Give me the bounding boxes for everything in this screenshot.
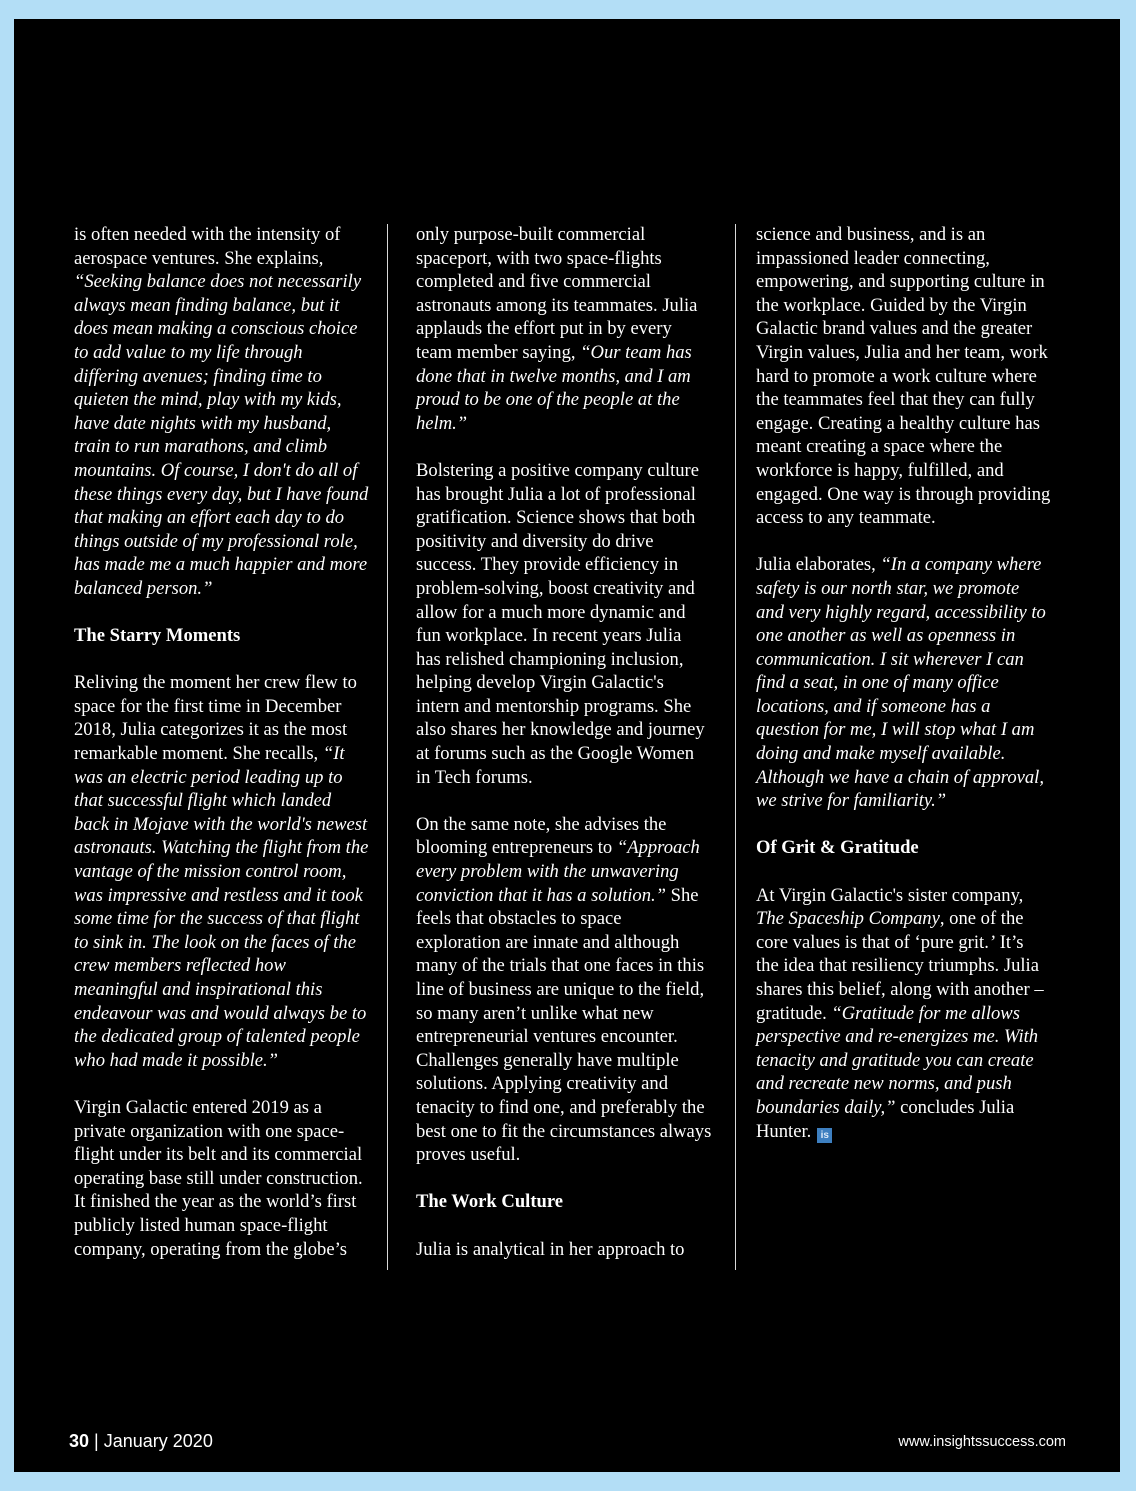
text-line bbox=[74, 270, 390, 294]
body-text: exploration are innate and although bbox=[416, 931, 680, 953]
text-line bbox=[74, 530, 390, 554]
body-text: On the same note, she advises the bbox=[416, 813, 667, 835]
body-text: helping develop Virgin Galactic's bbox=[416, 672, 664, 694]
body-text: Julia is analytical in her approach to bbox=[416, 1238, 685, 1260]
text-line bbox=[416, 459, 732, 483]
article-column-1 bbox=[74, 223, 390, 1261]
text-line bbox=[756, 506, 1074, 530]
body-text: success. They provide efficiency in bbox=[416, 554, 679, 576]
quote-text: question for me, I will stop what I am bbox=[756, 719, 1035, 741]
body-text: science and business, and is an bbox=[756, 224, 986, 245]
body-text: flight under its belt and its commercial bbox=[74, 1144, 363, 1166]
text-line bbox=[74, 789, 390, 813]
body-text: is often needed with the intensity of bbox=[74, 224, 341, 245]
footer-separator: | bbox=[94, 1431, 99, 1451]
text-line bbox=[416, 907, 732, 931]
quote-text: things outside of my professional role, bbox=[74, 530, 358, 552]
quote-text: Although we have a chain of approval, bbox=[756, 766, 1044, 788]
text-line bbox=[416, 1049, 732, 1073]
text-line bbox=[416, 365, 732, 389]
body-text: Virgin Galactic entered 2019 as a bbox=[74, 1096, 322, 1118]
body-text: , one of the bbox=[939, 908, 1024, 930]
section-heading bbox=[756, 836, 1074, 860]
quote-text: back in Mojave with the world's newest bbox=[74, 813, 368, 835]
quote-text: some time for the success of that flight bbox=[74, 908, 360, 930]
text-line bbox=[756, 223, 1074, 247]
text-line bbox=[756, 435, 1074, 459]
text-line bbox=[416, 931, 732, 955]
body-text: many of the trials that one faces in this bbox=[416, 955, 705, 977]
body-text: meant creating a space where the bbox=[756, 436, 1003, 458]
body-text: aerospace ventures. She explains, bbox=[74, 247, 324, 269]
text-line bbox=[74, 860, 390, 884]
body-text: Of Grit & Gratitude bbox=[756, 837, 919, 859]
body-text: at forums such as the Google Women bbox=[416, 743, 695, 765]
text-line bbox=[74, 1238, 390, 1262]
text-line bbox=[416, 483, 732, 507]
body-text: Galactic brand values and the greater bbox=[756, 318, 1033, 340]
text-line bbox=[416, 553, 732, 577]
text-line bbox=[416, 223, 732, 247]
body-text: The Starry Moments bbox=[74, 625, 241, 647]
quote-text: “In a company where bbox=[880, 554, 1042, 576]
text-line bbox=[756, 978, 1074, 1002]
quote-text: that successful flight which landed bbox=[74, 790, 332, 812]
quote-text: perspective and re-energizes me. With bbox=[756, 1026, 1039, 1048]
body-text: publicly listed human space-flight bbox=[74, 1214, 328, 1236]
text-line bbox=[74, 388, 390, 412]
body-text: entrepreneurial ventures encounter. bbox=[416, 1026, 678, 1048]
article-paragraph bbox=[756, 223, 1074, 530]
page-number: 30 bbox=[69, 1431, 90, 1451]
text-line bbox=[74, 553, 390, 577]
text-line bbox=[416, 671, 732, 695]
text-line bbox=[416, 317, 732, 341]
body-text: positivity and diversity do drive bbox=[416, 530, 654, 552]
quote-text: that making an effort each day to do bbox=[74, 507, 345, 529]
text-line bbox=[74, 813, 390, 837]
body-text: engaged. One way is through providing bbox=[756, 483, 1051, 505]
text-line bbox=[74, 931, 390, 955]
text-line bbox=[74, 836, 390, 860]
text-line bbox=[416, 1143, 732, 1167]
text-line bbox=[74, 506, 390, 530]
body-text: blooming entrepreneurs to bbox=[416, 837, 617, 859]
text-line bbox=[416, 1096, 732, 1120]
text-line bbox=[756, 270, 1074, 294]
text-line bbox=[416, 813, 732, 837]
body-text: gratification. Science shows that both bbox=[416, 507, 696, 529]
text-line bbox=[416, 766, 732, 790]
quote-text: the dedicated group of talented people bbox=[74, 1026, 360, 1048]
quote-text: locations, and if someone has a bbox=[756, 695, 991, 717]
article-paragraph bbox=[756, 884, 1074, 1144]
quote-text: astronauts. Watching the flight from the bbox=[74, 837, 369, 859]
quote-text: proud to be one of the people at the bbox=[416, 389, 680, 411]
quote-text: vantage of the mission control room, bbox=[74, 861, 347, 883]
text-line bbox=[756, 1072, 1074, 1096]
text-line bbox=[416, 270, 732, 294]
article-paragraph bbox=[74, 1096, 390, 1261]
quote-text: ’ bbox=[988, 931, 996, 953]
column-divider bbox=[387, 224, 388, 1270]
body-text: core values is that of ‘pure grit. bbox=[756, 931, 989, 953]
text-line bbox=[756, 483, 1074, 507]
body-text: space for the first time in December bbox=[74, 695, 342, 717]
body-text: It finished the year as the world’s first bbox=[74, 1191, 357, 1213]
text-line bbox=[416, 530, 732, 554]
body-text: hard to promote a work culture where bbox=[756, 365, 1037, 387]
section-heading bbox=[74, 624, 390, 648]
text-line bbox=[416, 601, 732, 625]
body-text: proves useful. bbox=[416, 1144, 521, 1166]
page-footer-left bbox=[69, 1431, 213, 1452]
text-line bbox=[416, 1120, 732, 1144]
body-text: the idea that resiliency triumphs. Julia bbox=[756, 955, 1039, 977]
text-line bbox=[416, 412, 732, 436]
body-text: solutions. Applying creativity and bbox=[416, 1073, 669, 1095]
text-line bbox=[756, 789, 1074, 813]
text-line bbox=[416, 1002, 732, 1026]
text-line bbox=[416, 954, 732, 978]
text-line bbox=[74, 412, 390, 436]
quote-text: conviction that it has a solution.” bbox=[416, 884, 666, 906]
body-text: shares this belief, along with another – bbox=[756, 979, 1044, 1000]
text-line bbox=[74, 483, 390, 507]
body-text: best one to fit the circumstances always bbox=[416, 1120, 712, 1142]
quote-text: and very highly regard, accessibility to bbox=[756, 601, 1046, 623]
text-line bbox=[74, 247, 390, 271]
text-line bbox=[756, 341, 1074, 365]
text-line bbox=[74, 294, 390, 318]
text-line bbox=[74, 1096, 390, 1120]
text-line bbox=[756, 1096, 1074, 1120]
text-line bbox=[74, 624, 390, 648]
section-heading bbox=[416, 1190, 732, 1214]
body-text: access to any teammate. bbox=[756, 507, 936, 529]
text-line bbox=[74, 1143, 390, 1167]
body-text: concludes Julia bbox=[895, 1096, 1015, 1118]
article-column-2 bbox=[416, 223, 732, 1261]
quote-text: every problem with the unwavering bbox=[416, 861, 679, 883]
body-text: problem-solving, boost creativity and bbox=[416, 577, 695, 599]
text-line bbox=[756, 388, 1074, 412]
text-line bbox=[74, 671, 390, 695]
magazine-page bbox=[14, 19, 1120, 1472]
quote-text: differing avenues; finding time to bbox=[74, 365, 322, 387]
text-line bbox=[74, 766, 390, 790]
body-text: Challenges generally have multiple bbox=[416, 1049, 679, 1071]
quote-text: to add value to my life through bbox=[74, 341, 303, 363]
quote-text: always mean finding balance, but it bbox=[74, 294, 340, 316]
text-line bbox=[756, 577, 1074, 601]
text-line bbox=[756, 742, 1074, 766]
text-line bbox=[416, 341, 732, 365]
body-text: the workplace. Guided by the Virgin bbox=[756, 294, 1027, 316]
quote-text: have date nights with my husband, bbox=[74, 412, 332, 434]
quote-text: quieten the mind, play with my kids, bbox=[74, 389, 342, 411]
text-line bbox=[416, 624, 732, 648]
text-line bbox=[416, 388, 732, 412]
quote-text: doing and make myself available. bbox=[756, 743, 1006, 765]
body-text: It’s bbox=[995, 931, 1024, 953]
quote-text: balanced person.” bbox=[74, 577, 213, 599]
text-line bbox=[74, 1167, 390, 1191]
quote-text: safety is our north star, we promote bbox=[756, 577, 1020, 599]
text-line bbox=[756, 766, 1074, 790]
text-line bbox=[74, 459, 390, 483]
quote-text: find a seat, in one of many office bbox=[756, 672, 999, 694]
quote-text: was an electric period leading up to bbox=[74, 766, 343, 788]
text-line bbox=[756, 695, 1074, 719]
quote-text: “Our team has bbox=[580, 341, 692, 363]
text-line bbox=[756, 954, 1074, 978]
body-text: only purpose-built commercial bbox=[416, 224, 646, 245]
body-text: The Work Culture bbox=[416, 1191, 564, 1213]
text-line bbox=[416, 860, 732, 884]
text-line bbox=[756, 1002, 1074, 1026]
body-text: tenacity to find one, and preferably the bbox=[416, 1096, 705, 1118]
body-text: Virgin values, Julia and her team, work bbox=[756, 341, 1048, 363]
body-text: so many aren’t unlike what new bbox=[416, 1002, 654, 1024]
body-text: intern and mentorship programs. She bbox=[416, 695, 692, 717]
text-line bbox=[416, 506, 732, 530]
quote-text: helm.” bbox=[416, 412, 468, 434]
body-text: remarkable moment. She recalls, bbox=[74, 743, 323, 765]
body-text: has relished championing inclusion, bbox=[416, 648, 684, 670]
text-line bbox=[74, 341, 390, 365]
quote-text: one another as well as openness in bbox=[756, 625, 1016, 647]
text-line bbox=[74, 577, 390, 601]
body-text: engage. Creating a healthy culture has bbox=[756, 412, 1040, 434]
article-paragraph bbox=[74, 671, 390, 1072]
text-line bbox=[756, 1049, 1074, 1073]
text-line bbox=[756, 624, 1074, 648]
quote-text: endeavour was and would always be to bbox=[74, 1002, 367, 1024]
text-line bbox=[74, 1025, 390, 1049]
text-line bbox=[74, 1214, 390, 1238]
body-text: allow for a much more dynamic and bbox=[416, 601, 686, 623]
body-text: 2018, Julia categorizes it as the most bbox=[74, 719, 348, 741]
text-line bbox=[416, 1190, 732, 1214]
text-line bbox=[756, 648, 1074, 672]
article-paragraph bbox=[416, 223, 732, 435]
quote-text: and recreate new norms, and push bbox=[756, 1073, 1012, 1095]
text-line bbox=[416, 648, 732, 672]
body-text: feels that obstacles to space bbox=[416, 908, 622, 930]
quote-text: who had made it possible.” bbox=[74, 1049, 279, 1071]
quote-text: boundaries daily,” bbox=[756, 1096, 896, 1118]
quote-text: meaningful and inspirational this bbox=[74, 979, 323, 1000]
text-line bbox=[756, 836, 1074, 860]
quote-text: we strive for familiarity.” bbox=[756, 790, 947, 812]
quote-text: tenacity and gratitude you can create bbox=[756, 1049, 1034, 1071]
body-text: Bolstering a positive company culture bbox=[416, 459, 699, 481]
body-text: Hunter. bbox=[756, 1120, 812, 1142]
quote-text: “Seeking balance does not necessarily bbox=[74, 271, 362, 293]
quote-text: “Gratitude for me allows bbox=[831, 1002, 1020, 1024]
text-line bbox=[416, 695, 732, 719]
body-text: workforce is happy, fulfilled, and bbox=[756, 459, 1004, 481]
text-line bbox=[416, 294, 732, 318]
text-line bbox=[74, 1049, 390, 1073]
text-line bbox=[74, 978, 390, 1002]
text-line bbox=[74, 718, 390, 742]
text-line bbox=[74, 317, 390, 341]
body-text: team member saying, bbox=[416, 341, 581, 363]
body-text: private organization with one space- bbox=[74, 1120, 345, 1142]
body-text: She bbox=[665, 884, 699, 906]
text-line bbox=[756, 294, 1074, 318]
body-text: gratitude. bbox=[756, 1002, 832, 1024]
text-line bbox=[756, 459, 1074, 483]
quote-text: has made me a much happier and more bbox=[74, 554, 368, 576]
quote-text: crew members reflected how bbox=[74, 955, 286, 977]
text-line bbox=[74, 1120, 390, 1144]
text-line bbox=[756, 884, 1074, 908]
quote-text: The Spaceship Company bbox=[756, 908, 940, 930]
text-line bbox=[74, 742, 390, 766]
text-line bbox=[416, 577, 732, 601]
text-line bbox=[756, 1025, 1074, 1049]
text-line bbox=[416, 1025, 732, 1049]
text-line bbox=[74, 884, 390, 908]
text-line bbox=[416, 247, 732, 271]
article-paragraph bbox=[416, 1238, 732, 1262]
body-text: has brought Julia a lot of professional bbox=[416, 483, 696, 505]
body-text: also shares her knowledge and journey bbox=[416, 719, 705, 741]
text-line bbox=[74, 223, 390, 247]
text-line bbox=[416, 978, 732, 1002]
quote-text: mountains. Of course, I don't do all of bbox=[74, 459, 358, 481]
text-line bbox=[416, 718, 732, 742]
text-line bbox=[74, 954, 390, 978]
text-line bbox=[74, 1002, 390, 1026]
text-line bbox=[416, 836, 732, 860]
text-line bbox=[756, 671, 1074, 695]
article-column-3 bbox=[756, 223, 1074, 1143]
quote-text: train to run marathons, and climb bbox=[74, 436, 328, 458]
website-url[interactable]: www.insightssuccess.com bbox=[898, 1434, 1066, 1450]
text-line bbox=[756, 931, 1074, 955]
text-line bbox=[756, 317, 1074, 341]
body-text: spaceport, with two space-flights bbox=[416, 247, 662, 269]
text-line bbox=[416, 1238, 732, 1262]
quote-text: done that in twelve months, and I am bbox=[416, 365, 691, 387]
text-line bbox=[416, 742, 732, 766]
article-paragraph bbox=[416, 813, 732, 1167]
article-paragraph bbox=[416, 459, 732, 789]
quote-text: these things every day, but I have found bbox=[74, 483, 369, 505]
body-text: Julia elaborates, bbox=[756, 554, 881, 576]
text-line bbox=[74, 365, 390, 389]
body-text: At Virgin Galactic's sister company, bbox=[756, 884, 1024, 906]
issue-date: January 2020 bbox=[103, 1431, 213, 1451]
body-text: the teammates feel that they can fully bbox=[756, 389, 1035, 411]
body-text: empowering, and supporting culture in bbox=[756, 271, 1045, 293]
column-divider bbox=[735, 224, 736, 1270]
quote-text: was impressive and restless and it took bbox=[74, 884, 363, 906]
text-line bbox=[756, 718, 1074, 742]
text-line bbox=[756, 1120, 1074, 1144]
quote-text: to sink in. The look on the faces of the bbox=[74, 931, 356, 953]
body-text: fun workplace. In recent years Julia bbox=[416, 625, 682, 647]
body-text: applauds the effort put in by every bbox=[416, 318, 672, 340]
text-line bbox=[756, 601, 1074, 625]
body-text: line of business are unique to the field, bbox=[416, 979, 705, 1000]
text-line bbox=[756, 553, 1074, 577]
text-line bbox=[416, 884, 732, 908]
article-paragraph bbox=[74, 223, 390, 601]
body-text: company, operating from the globe’s bbox=[74, 1238, 347, 1260]
quote-text: “Approach bbox=[616, 837, 700, 859]
text-line bbox=[756, 247, 1074, 271]
text-line bbox=[74, 907, 390, 931]
article-paragraph bbox=[756, 553, 1074, 813]
body-text: impassioned leader connecting, bbox=[756, 247, 990, 269]
text-line bbox=[74, 435, 390, 459]
text-line bbox=[756, 365, 1074, 389]
text-line bbox=[74, 1190, 390, 1214]
text-line bbox=[756, 907, 1074, 931]
text-line bbox=[74, 695, 390, 719]
body-text: completed and five commercial bbox=[416, 271, 651, 293]
article-end-icon: is bbox=[817, 1128, 832, 1143]
body-text: operating base still under construction. bbox=[74, 1167, 363, 1189]
quote-text: communication. I sit wherever I can bbox=[756, 648, 1024, 670]
quote-text: “It bbox=[322, 743, 345, 765]
body-text: Reliving the moment her crew flew to bbox=[74, 672, 357, 694]
text-line bbox=[416, 1072, 732, 1096]
text-line bbox=[756, 412, 1074, 436]
body-text: astronauts among its teammates. Julia bbox=[416, 294, 698, 316]
body-text: in Tech forums. bbox=[416, 766, 533, 788]
quote-text: does mean making a conscious choice bbox=[74, 318, 358, 340]
